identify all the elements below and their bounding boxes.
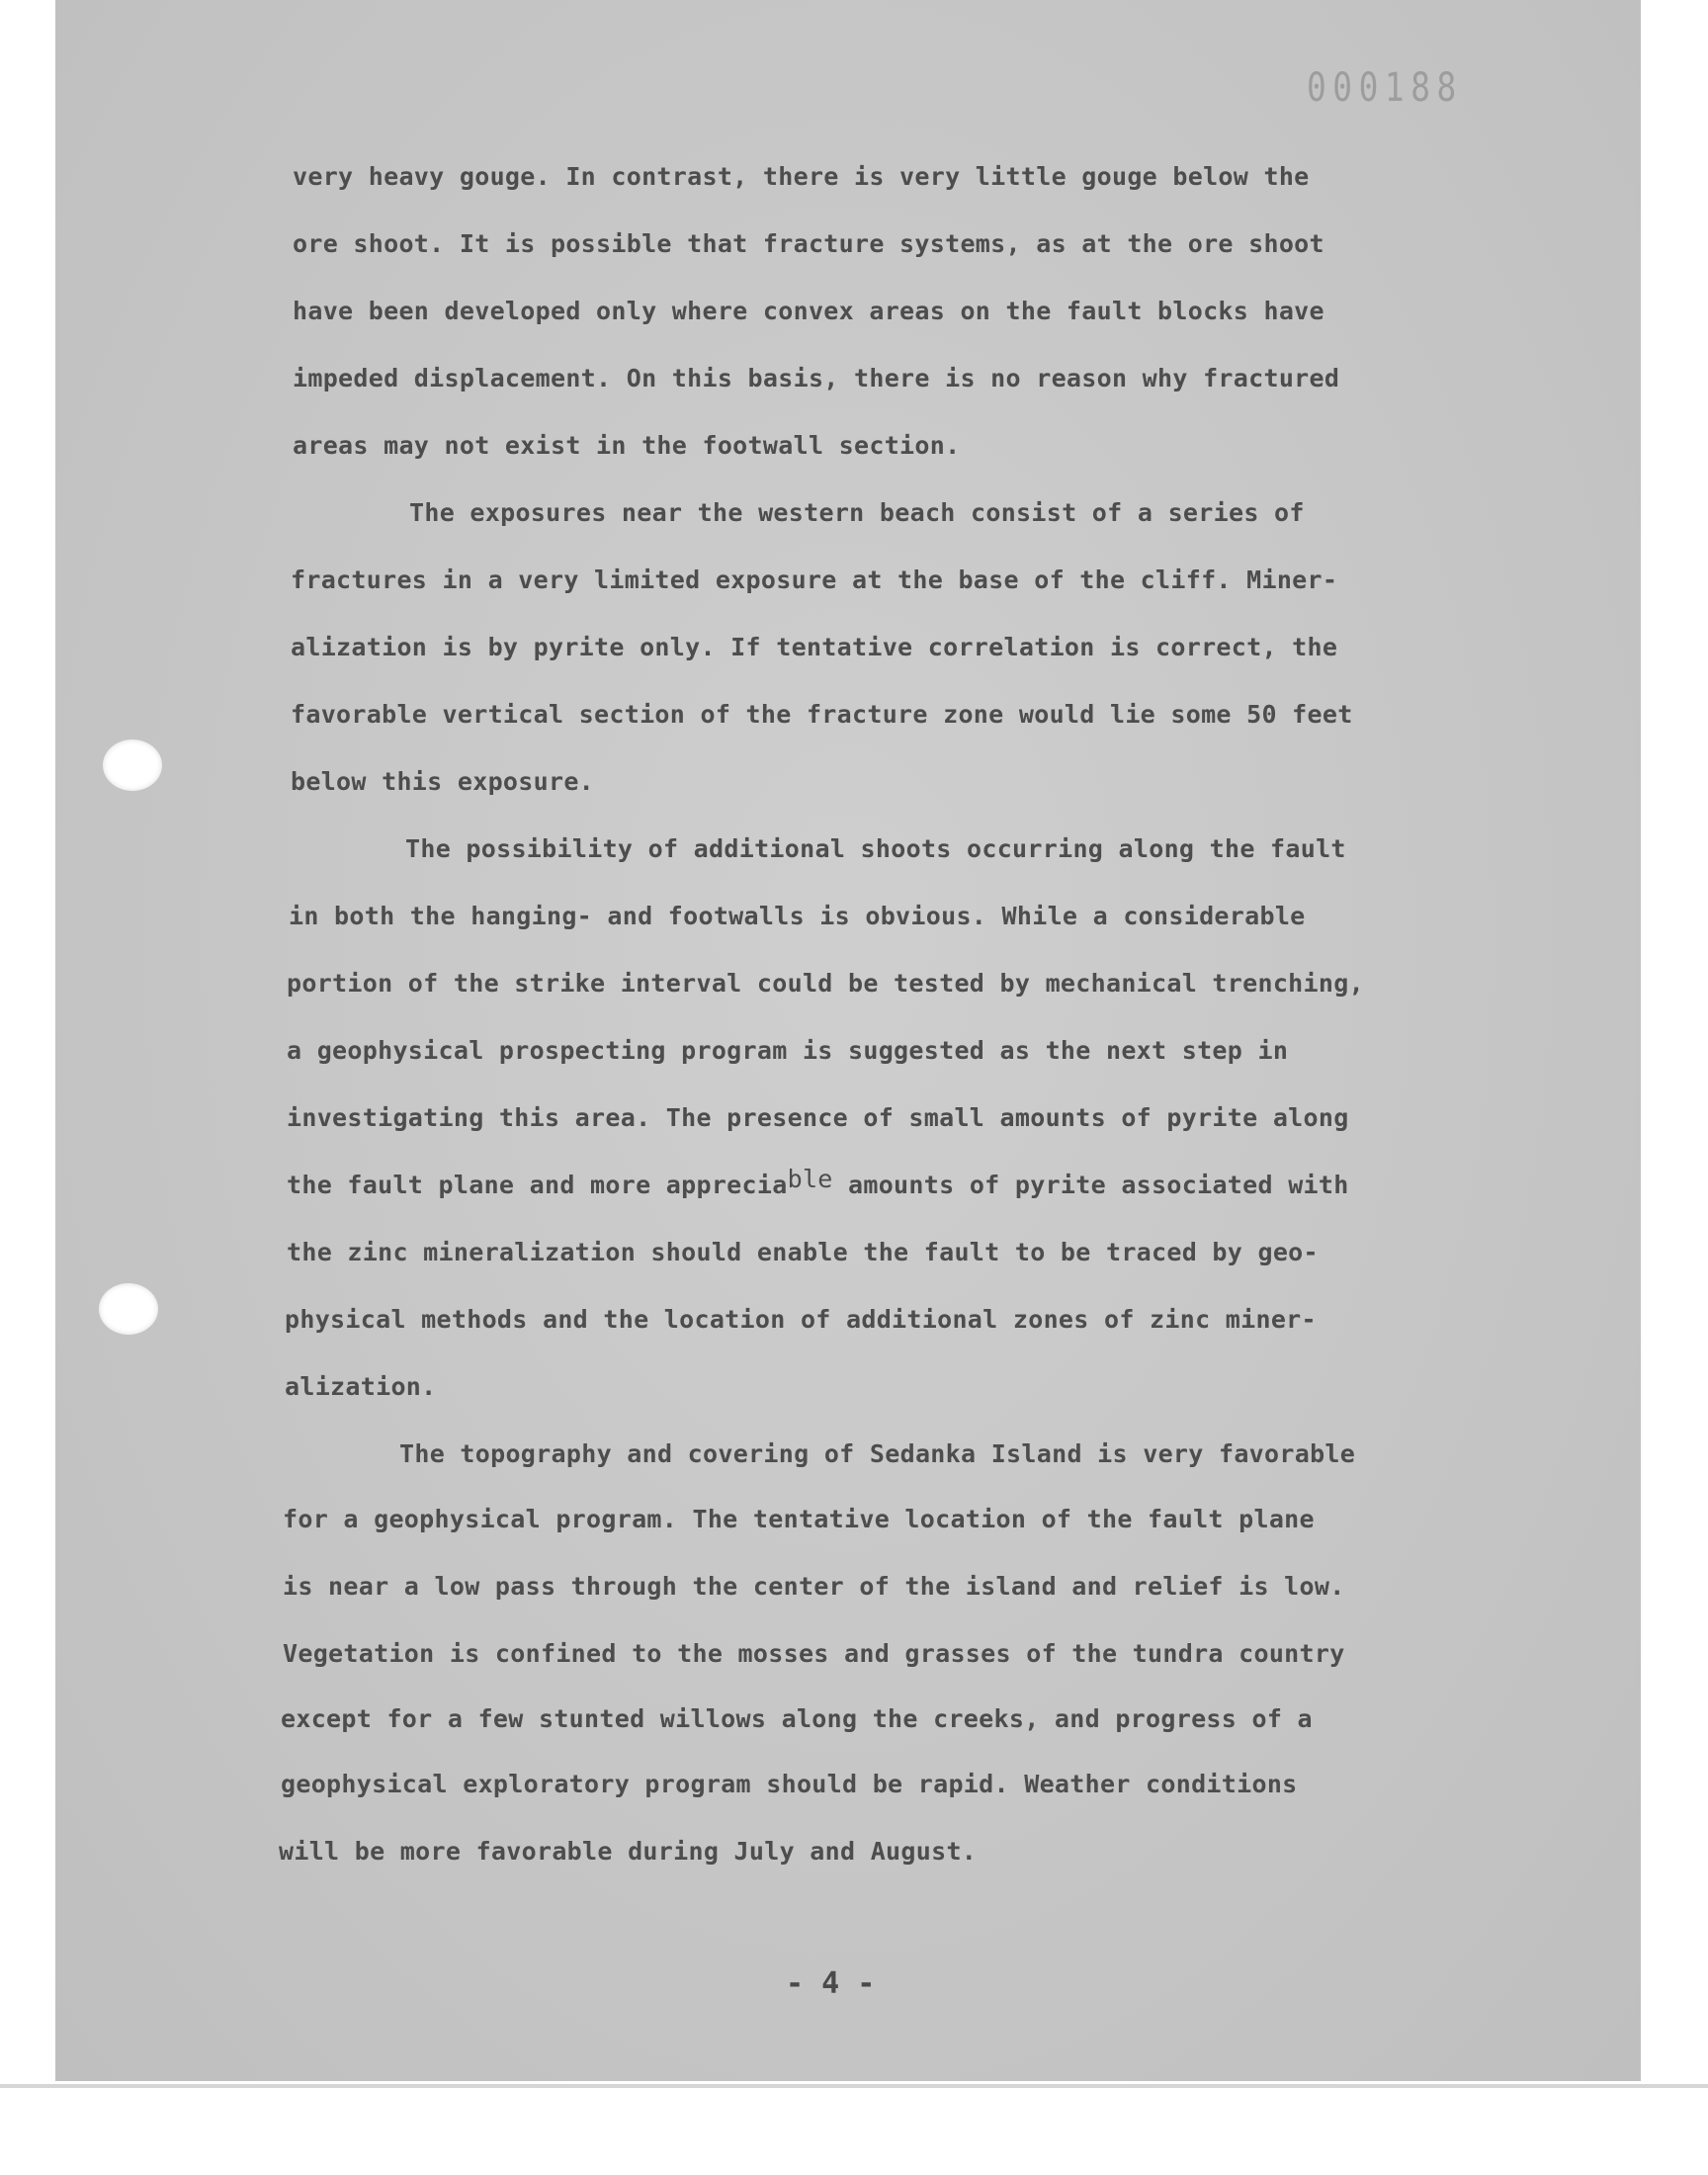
text-line: physical methods and the location of additional zones of zinc miner- — [285, 1305, 1317, 1334]
text-line: fractures in a very limited exposure at the base of the cliff. Miner- — [291, 566, 1338, 594]
text-line: impeded displacement. On this basis, there is no reason why fractured — [293, 364, 1340, 392]
text-line — [287, 1165, 1349, 1199]
text-line: The possibility of additional shoots occurring along the fault — [405, 834, 1346, 863]
text-line: below this exposure. — [291, 767, 595, 796]
text-line: ore shoot. It is possible that fracture systems, as at the ore shoot — [293, 229, 1324, 258]
text-line: Vegetation is confined to the mosses and grasses of the tundra country — [283, 1639, 1345, 1668]
text-line: The topography and covering of Sedanka Island is very favorable — [399, 1439, 1356, 1468]
text-line: a geophysical prospecting program is suggested as the next step in — [287, 1036, 1289, 1065]
text-segment: amounts of pyrite associated with — [832, 1171, 1349, 1199]
document-number: 000188 — [1307, 65, 1463, 111]
text-line: except for a few stunted willows along the creeks, and progress of a — [281, 1704, 1313, 1733]
text-segment: ble — [787, 1165, 833, 1193]
text-line: will be more favorable during July and August. — [279, 1837, 978, 1866]
text-line: is near a low pass through the center of the island and relief is low. — [283, 1572, 1345, 1601]
text-line: geophysical exploratory program should be rapid. Weather conditions — [281, 1770, 1298, 1798]
text-line: very heavy gouge. In contrast, there is very little gouge below the — [293, 162, 1310, 191]
text-line: investigating this area. The presence of small amounts of pyrite along — [287, 1103, 1349, 1132]
page-edge — [0, 2084, 1708, 2088]
text-line: alization. — [285, 1372, 437, 1401]
text-line: the zinc mineralization should enable the fault to be traced by geo- — [287, 1238, 1319, 1266]
text-segment: the fault plane and more apprecia — [287, 1171, 788, 1199]
punch-hole — [99, 1283, 158, 1335]
text-line: for a geophysical program. The tentative location of the fault plane — [283, 1505, 1315, 1533]
text-line: have been developed only where convex areas on the fault blocks have — [293, 297, 1324, 325]
text-line: portion of the strike interval could be tested by mechanical trenching, — [287, 969, 1364, 998]
page-number: - 4 - — [786, 1966, 876, 2001]
text-line: favorable vertical section of the fracture zone would lie some 50 feet — [291, 700, 1353, 729]
punch-hole — [103, 740, 162, 791]
text-line: alization is by pyrite only. If tentative correlation is correct, the — [291, 633, 1338, 661]
text-line: in both the hanging- and footwalls is obvious. While a considerable — [289, 902, 1306, 930]
text-line: The exposures near the western beach consist of a series of — [409, 498, 1305, 527]
text-line: areas may not exist in the footwall section. — [293, 431, 961, 460]
